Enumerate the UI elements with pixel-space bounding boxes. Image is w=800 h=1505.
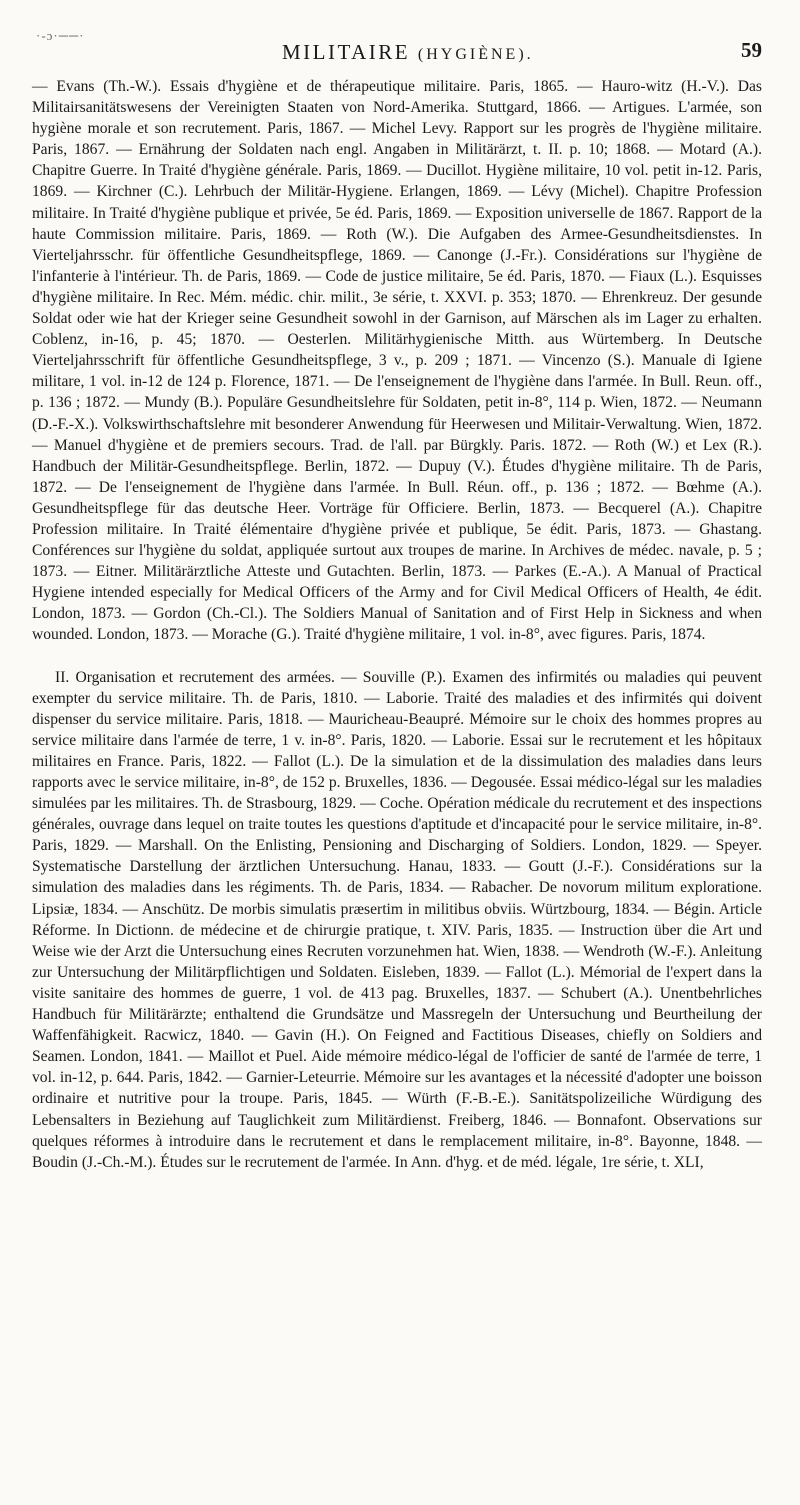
- paragraph-text: II. Organisation et recrutement des armées. — Souville (P.). Examen des infirmités ou maladies qui peuvent exempter du service militaire. Th. de Paris, 1810. — Laborie. Traité des maladies et des infirmités qui doivent dispenser du service militaire. Paris, 1818. — Mauricheau-Beaupré. Mémoire sur le choix des hommes propres au service militaire dans l'armée de terre, 1 v. in-8°. Paris, 1820. — Laborie. Essai sur le recrutement et les hôpitaux militaires en France. Paris, 1822. — Fallot (L.). De la simulation et de la dissimulation des maladies dans leurs rapports avec le service militaire, in-8°, de 152 p. Bruxelles, 1836. — Degousée. Essai médico-légal sur les maladies simulées par les militaires. Th. de Strasbourg, 1829. — Coche. Opération médicale du recrutement et des inspections générales, ouvrage dans lequel on traite toutes les questions d'aptitude et d'incapacité pour le service militaire, in-8°. Paris, 1829. — Marshall. On the Enlisting, Pensioning and Discharging of Soldiers. London, 1829. — Speyer. Systematische Darstellung der ärztlichen Untersuchung. Hanau, 1833. — Goutt (J.-F.). Considérations sur la simulation des maladies dans les régiments. Th. de Paris, 1834. — Rabacher. De novorum militum exploratione. Lipsiæ, 1834. — Anschütz. De morbis simulatis præsertim in militibus obviis. Würtzbourg, 1834. — Bégin. Article Réforme. In Dictionn. de médecine et de chirurgie pratique, t. XIV. Paris, 1835. — Instruction über die Art und Weise wie der Arzt die Untersuchung eines Recruten vorzunehmen hat. Wien, 1838. — Wendroth (W.-F.). Anleitung zur Untersuchung der Militärpflichtigen und Soldaten. Eisleben, 1839. — Fallot (L.). Mémorial de l'expert dans la visite sanitaire des hommes de guerre, 1 vol. de 413 pag. Bruxelles, 1837. — Schubert (A.). Unentbehrliches Handbuch für Militärärzte; enthaltend die Grundsätze und Massregeln der Untersuchung und Beurtheilung der Waffenfähigkeit. Racwicz, 1840. — Gavin (H.). On Feigned and Factitious Diseases, chiefly on Soldiers and Seamen. London, 1841. — Maillot et Puel. Aide mémoire médico-légal de l'officier de santé de l'armée de terre, 1 vol. in-12, p. 644. Paris, 1842. — Garnier-Leteurrie. Mémoire sur les avantages et la nécessité d'adopter une boisson ordinaire et nutritive pour la troupe. Paris, 1845. — Würth (F.-B.-E.). Sanitätspolizeiliche Würdigung des Lebensalters in Beziehung auf Tauglichkeit zum Militärdienst. Freiberg, 1846. — Bonnafont. Observations sur quelques réformes à introduire dans le recrutement et dans le remplacement militaire, in-8°. Bayonne, 1848. — Boudin (J.-Ch.-M.). Études sur le recrutement de l'armée. In Ann. d'hyg. et de méd. légale, 1re série, t. XLI,: [32, 668, 762, 1171]
- header-title: [282, 40, 534, 65]
- page-mark: ·-ɔ·──·: [36, 28, 85, 43]
- header-subtitle: (HYGIÈNE).: [417, 46, 534, 63]
- header-title-main: MILITAIRE: [282, 40, 411, 64]
- paragraph-general-hygiene: [32, 76, 762, 646]
- page-number: 59: [741, 38, 762, 62]
- bibliography-text: [32, 76, 762, 1173]
- paragraph-text: — Evans (Th.-W.). Essais d'hygiène et de thérapeutique militaire. Paris, 1865. — Hauro-witz (H.-V.). Das Militairsanitätswesens der Vereinigten Staaten von Nord-Amerika. Stuttgard, 1866. — Artigues. L'armée, son hygiène morale et son recrutement. Paris, 1867. — Michel Levy. Rapport sur les progrès de l'hygiène militaire. Paris, 1867. — Ernährung der Soldaten nach engl. Angaben in Militärärzt, t. II. p. 10; 1868. — Motard (A.). Chapitre Guerre. In Traité d'hygiène générale. Paris, 1869. — Ducillot. Hygiène militaire, 10 vol. petit in-12. Paris, 1869. — Kirchner (C.). Lehrbuch der Militär-Hygiene. Erlangen, 1869. — Lévy (Michel). Chapitre Profession militaire. In Traité d'hygiène publique et privée, 5e éd. Paris, 1869. — Exposition universelle de 1867. Rapport de la haute Commission militaire. Paris, 1869. — Roth (W.). Die Aufgaben des Armee-Gesundheitsdienstes. In Vierteljahrsschr. für öffentliche Gesundheitspflege, 1869. — Canonge (J.-Fr.). Considérations sur l'hygiène de l'infanterie à l'intérieur. Th. de Paris, 1869. — Code de justice militaire, 5e éd. Paris, 1870. — Fiaux (L.). Esquisses d'hygiène militaire. In Rec. Mém. médic. chir. milit., 3e série, t. XXVI. p. 353; 1870. — Ehrenkreuz. Der gesunde Soldat oder wie hat der Krieger seine Gesundheit sowohl in der Garnison, auf Märschen als im Lager zu erhalten. Coblenz, in-16, p. 45; 1870. — Oesterlen. Militärhygienische Mitth. aus Würtemberg. In Deutsche Vierteljahrsschrift für öffentliche Gesundheitspflege, 3 v., p. 209 ; 1871. — Vincenzo (S.). Manuale di Igiene militare, 1 vol. in-12 de 124 p. Florence, 1871. — De l'enseignement de l'hygiène dans l'armée. In Bull. Reun. off., p. 136 ; 1872. — Mundy (B.). Populäre Gesundheitslehre für Soldaten, petit in-8°, 114 p. Wien, 1872. — Neumann (D.-F.-X.). Volkswirthschaftslehre mit besonderer Anwendung für Heerwesen und Militair-Verwaltung. Wien, 1872. — Manuel d'hygiène et de premiers secours. Trad. de l'all. par Bürgkly. Paris. 1872. — Roth (W.) et Lex (R.). Handbuch der Militär-Gesundheitspflege. Berlin, 1872. — Dupuy (V.). Études d'hygiène militaire. Th de Paris, 1872. — De l'enseignement de l'hygiène dans l'armée. In Bull. Réun. off., p. 136 ; 1872. — Bœhme (A.). Gesundheitspflege für das deutsche Heer. Vorträge für Officiere. Berlin, 1873. — Becquerel (A.). Chapitre Profession militaire. In Traité élémentaire d'hygiène privée et publique, 5e édit. Paris, 1873. — Ghastang. Conférences sur l'hygiène du soldat, appliquée surtout aux troupes de marine. In Archives de médec. navale, p. 5 ; 1873. — Eitner. Militärärztliche Atteste und Gutachten. Berlin, 1873. — Parkes (E.-A.). A Manual of Practical Hygiene intended especially for Medical Officers of the Army and for Civil Medical Officers of Health, 4e édit. London, 1873. — Gordon (Ch.-Cl.). The Soldiers Manual of Sanitation and of First Help in Sickness and when wounded. London, 1873. — Morache (G.). Traité d'hygiène militaire, 1 vol. in-8°, avec figures. Paris, 1874.: [32, 78, 762, 644]
- running-header: [0, 30, 800, 70]
- paragraph-organisation-recruitment: [32, 667, 762, 1173]
